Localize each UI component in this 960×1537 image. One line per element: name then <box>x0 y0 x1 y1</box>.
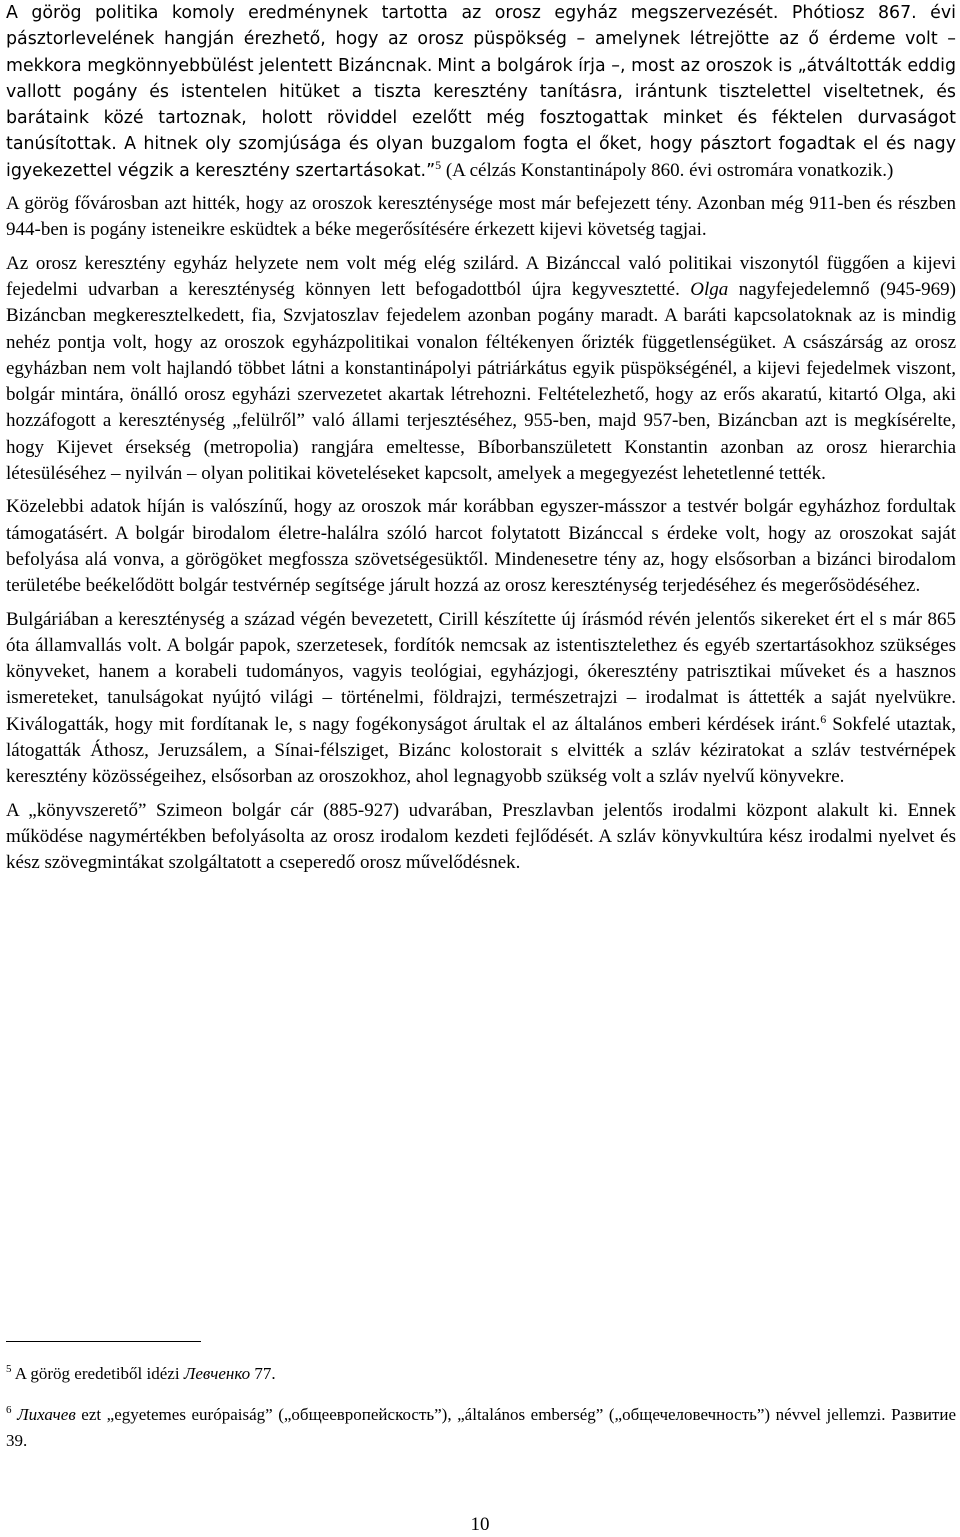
paragraph-5 <box>6 607 956 791</box>
footnote-6-number: 6 <box>6 1404 12 1416</box>
paragraph-3-text: Az orosz keresztény egyház helyzete nem volt még elég szilárd. A Bizánccal való politikai viszonytól függően a kijevi fejedelmi udvarban a kereszténység könnyen lett befogadottból újra kegyvesztetté. <box>6 252 956 300</box>
footnote-5 <box>6 1361 956 1387</box>
footnote-6-text: ezt „egyetemes európaiság” („общеевропейскость”), „általános emberség” („общечеловечность”) névvel jellemzi. <box>75 1405 892 1424</box>
footnote-6-author: Лихачев <box>17 1405 76 1424</box>
footnote-5-author: Левченко <box>183 1364 251 1383</box>
footnote-5-text: A görög eredetiből idézi <box>11 1364 184 1383</box>
paragraph-3 <box>6 251 956 488</box>
olga-name: Olga <box>690 278 729 300</box>
paragraph-6: A „könyvszerető” Szimeon bolgár cár (885-927) udvarában, Preszlavban jelentős irodalmi központ alakult ki. Ennek működése nagymértékben befolyásolta az orosz irodalom kezdeti fejlődését. A szláv könyvkultúra kész irodalmi nyelvet és kész szövegmintákat szolgáltatott a cseperedő orosz művelődésnek. <box>6 799 956 874</box>
main-text <box>6 0 956 884</box>
footnote-6 <box>6 1402 956 1454</box>
paragraph-4: Közelebbi adatok híján is valószínű, hogy az oroszok már korábban egyszer-másszor a testvér bolgár egyházhoz fordultak támogatásért. A bolgár birodalom életre-halálra szóló harcot folytatott Bizánccal s érdeke volt, hogy az oroszokat saját befolyása alá vonva, a görögöket megfossza szövetségesüktől. Mindenesetre tény az, hogy elsősorban a bizánci birodalom területébe beékelődött bolgár testvérnép segítsége járult hozzá az orosz kereszténység terjedéséhez és megerősödéséhez. <box>6 496 956 597</box>
paragraph-2: A görög fővárosban azt hitték, hogy az oroszok kereszténysége most már befejezett tény. Azonban még 911-ben és részben 944-ben is pogány isteneikre esküdtek a béke megerősítésére érkezett kijevi követség tagjai. <box>6 193 956 241</box>
footnote-divider <box>6 1341 201 1342</box>
footnote-6-source: Развитие 39. <box>6 1405 956 1450</box>
paragraph-1-sans-text-2: Mint a bolgárok írja –, most az oroszok is „átváltották eddig vallott pogány és istentelen hitüket a tiszta keresztény tanításra, irántunk tisztelettel viseltetnek, és barátaink közé tartoznak, holott röviddel ezelőtt még fosztogattak minket és féktelen durvaságot tanúsítottak. A hitnek oly szomjúsága és olyan buzgalom fogta el őket, hogy pásztort fogadtak el és nagy igyekezettel végzik a keresztény szertartásokat.” <box>6 55 956 181</box>
paragraph-1-sans-text: A görög politika komoly eredménynek tartotta az orosz egyház megszervezését. Phótiosz 867. évi pásztorlevelének hangján érezhető, hogy az orosz püspökség – amelynek létrejötte az ő érdeme volt – mekkora megkönnyebbülést jelentett Bizáncnak. <box>6 3 956 76</box>
paragraph-1-text: (A célzás Konstantinápoly 860. évi ostromára vonatkozik.) <box>441 159 894 181</box>
footnote-ref-5: 5 <box>435 157 442 172</box>
paragraph-3-text-2: nagyfejedelemnő (945-969) Bizáncban megkeresztelkedett, fia, Szvjatoszlav fejedelem azonban pogány maradt. A baráti kapcsolatoknak az is mindig nehéz pontja volt, hogy az oroszok egyházpolitikai vonalon féltékenyen őrizték függetlenségüket. A császárság az orosz egyházban nem volt hajlandó többet látni a konstantinápolyi pátriárkátus egyik püspökségénél, a kijevi fejedelmek viszont, bolgár mintára, önálló orosz egyházi szervezetet akartak létrehozni. Feltételezhető, hogy az erős akaratú, kitartó Olga, aki hozzáfogott a kereszténység „felülről” való állami terjesztéséhez, 955-ben, majd 957-ben, Bizáncban azt is megkísérelte, hogy Kijevet érsekség (metropolia) rangjára emeltesse, Bíborbanszületett Konstantin azonban az orosz hierarchia létesüléséhez – nyilván – olyan politikai követeléseket kapcsolt, amelyek a megegyezést lehetetlenné tették. <box>6 278 956 485</box>
page-number: 10 <box>470 1514 490 1535</box>
paragraph-5-text: Bulgáriában a kereszténység a század végén bevezetett, Cirill készítette új írásmód révén jelentős sikereket ért el s már 865 óta államvallás volt. A bolgár papok, szerzetesek, fordítók nemcsak az istentisztelethez és egyéb szertartásokhoz szükséges könyveket, hanem a korabeli tudományos, vagyis teológiai, egyházjogi, ókeresztény patrisztikai műveket és a hasznos ismereteket, tanulságokat nyújtó világi – történelmi, földrajzi, természetrajzi – irodalmat is áttették a saját nyelvükre. Kiválogatták, hogy mit fordítanak le, s nagy fogékonyságot árultak el az általános emberi kérdések iránt. <box>6 608 956 735</box>
footnote-5-number: 5 <box>6 1363 12 1375</box>
footnote-ref-6: 6 <box>820 711 827 726</box>
paragraph-1 <box>6 0 956 184</box>
paragraph-5-text-2: Sokfelé utaztak, látogatták Áthosz, Jeruzsálem, a Sínai-félsziget, Bizánc kolostorait s elvitték a szláv kéziratokat a szláv testvérnépek keresztény közösségeihez, elsősorban az oroszokhoz, ahol legnagyobb szükség volt a szláv nyelvű könyvekre. <box>6 713 956 788</box>
footnote-5-page: 77. <box>250 1364 276 1383</box>
